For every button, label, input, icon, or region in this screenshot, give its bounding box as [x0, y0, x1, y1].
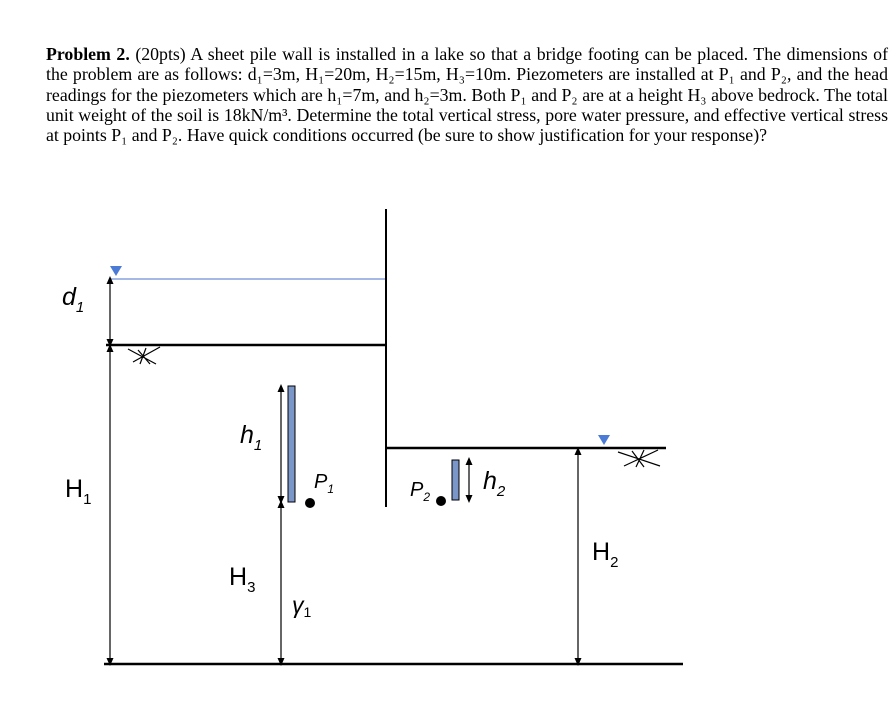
point-P2: [436, 496, 446, 506]
P1-label: $P_1$: [314, 471, 335, 496]
point-P1: [305, 498, 315, 508]
H2-label: $H_2$: [592, 538, 619, 571]
right-water-level-marker: [598, 435, 610, 445]
right-ground-hatch-symbol: [618, 450, 660, 467]
left-ground-hatch-symbol: [128, 347, 160, 364]
H3-label: $H_3$: [229, 563, 256, 596]
problem-label: Problem 2.: [46, 44, 130, 64]
piezometer-1-tube: [288, 386, 295, 502]
water-level-marker: [110, 266, 122, 276]
h1-label: $h_1$: [240, 421, 263, 454]
piezometer-2-tube: [452, 460, 459, 500]
H1-label: $H_1$: [65, 475, 92, 508]
problem-text: (20pts) A sheet pile wall is installed in a lake so that a bridge footing can be placed. The dimensions of the problem are as follows: d₁=3m, H₁=20m, H₂=15m, H₃=10m. Piezometers are installed at P₁ and P₂, and the head readings for the piezometers which are h₁=7m, and h₂=3m. Both P₁ and P₂ are at a height H₃ above bedrock. The total unit weight of the soil is 18kN/m³. Determine the total vertical stress, pore water pressure, and effective vertical stress at points P₁ and P₂. Have quick conditions occurred (be sure to show justification for your response)?: [46, 44, 888, 146]
unit-weight-label: γ1: [292, 592, 312, 620]
h2-label: $h_2$: [483, 467, 506, 500]
d1-label: $d_1$: [62, 283, 85, 316]
P2-label: $P_2$: [410, 479, 431, 504]
